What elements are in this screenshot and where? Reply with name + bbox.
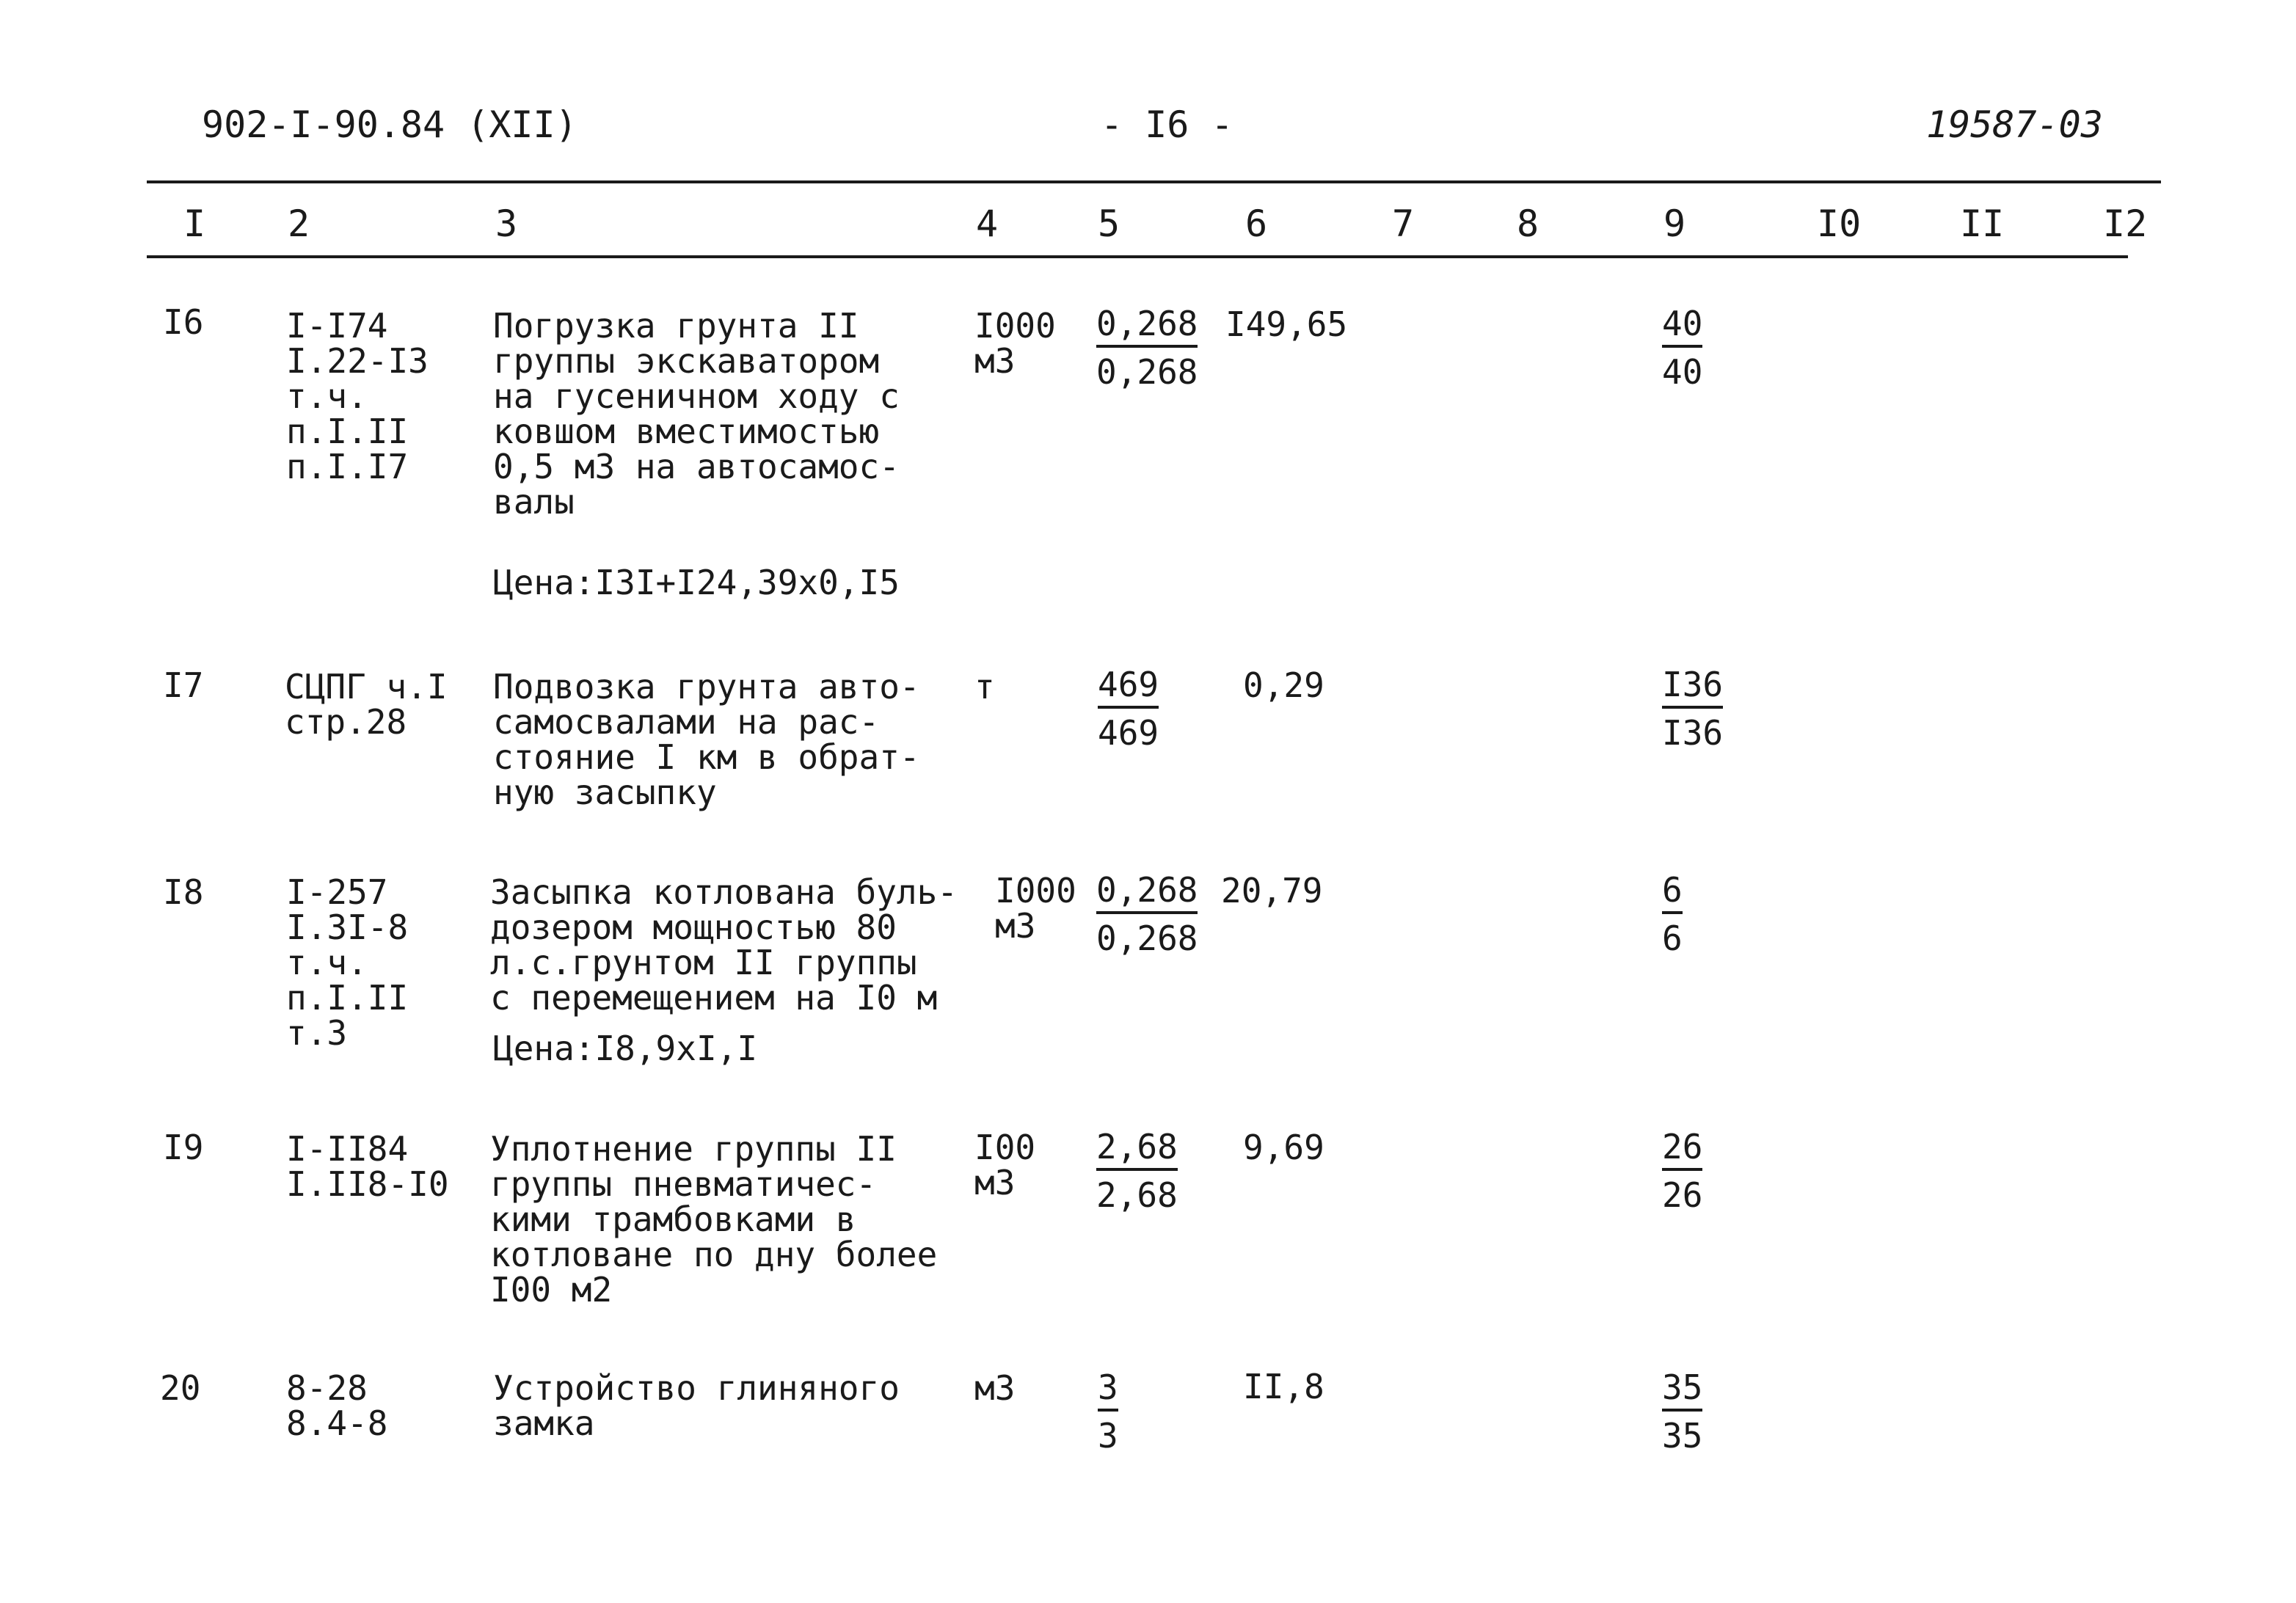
col9-bottom: 26 [1662, 1175, 1703, 1215]
column-number: 7 [1392, 202, 1415, 245]
quantity-bottom: 0,268 [1096, 352, 1198, 392]
work-description: Уплотнение группы II группы пневматичес- кими трамбовками в котловане по дну более I00 м2 [490, 1129, 938, 1310]
quantity-bottom: 0,268 [1096, 919, 1198, 958]
column-number: I [183, 202, 206, 245]
unit: т [974, 667, 995, 706]
col9-bottom: I36 [1662, 713, 1724, 753]
row-number: I9 [163, 1128, 204, 1167]
column-number: 6 [1245, 202, 1268, 245]
column-number: I2 [2103, 202, 2148, 245]
quantity-top: 2,68 [1096, 1130, 1178, 1171]
norm-code: I-257 I.3I-8 т.ч. п.I.II т.3 [286, 872, 409, 1053]
col9-top: I36 [1662, 668, 1723, 709]
unit-price: 0,29 [1243, 665, 1324, 705]
quantity-top: 0,268 [1096, 307, 1198, 348]
quantity-bottom: 469 [1098, 713, 1159, 753]
work-description: Засыпка котлована буль- дозером мощностью 80 л.с.грунтом II группы с перемещением на I0 м [490, 872, 958, 1018]
unit: м3 [974, 1368, 1016, 1408]
quantity-fraction [1096, 304, 1198, 392]
col9-bottom: 6 [1662, 919, 1683, 958]
price-note: Цена:I3I+I24,39x0,I5 [493, 563, 900, 602]
norm-code: I-II84 I.II8-I0 [286, 1129, 449, 1204]
norm-code: I-I74 I.22-I3 т.ч. п.I.II п.I.I7 [286, 306, 429, 486]
quantity-top: 469 [1098, 668, 1159, 709]
column-number: I0 [1817, 202, 1862, 245]
row-number: I6 [163, 302, 204, 342]
column-number: 2 [288, 202, 310, 245]
table-header-rule [147, 255, 2128, 258]
row-number: I7 [163, 665, 204, 705]
document-code: 902-I-90.84 (XII) [202, 103, 577, 146]
norm-code: СЦПГ ч.I стр.28 [285, 667, 448, 742]
quantity-top: 3 [1098, 1370, 1118, 1412]
col9-top: 40 [1662, 307, 1702, 348]
unit: I00 м3 [974, 1128, 1036, 1202]
column-number: 9 [1663, 202, 1686, 245]
col9-top: 6 [1662, 873, 1683, 914]
quantity-bottom: 2,68 [1096, 1175, 1178, 1215]
col9-fraction [1662, 870, 1683, 958]
col9-top: 26 [1662, 1130, 1702, 1171]
norm-code: 8-28 8.4-8 [286, 1368, 388, 1443]
unit: I000 м3 [974, 306, 1056, 381]
column-number: 5 [1098, 202, 1120, 245]
column-number: 4 [976, 202, 999, 245]
table-top-rule [147, 180, 2161, 183]
unit-price: II,8 [1243, 1367, 1324, 1406]
col9-fraction [1662, 304, 1703, 392]
quantity-fraction [1098, 1368, 1118, 1456]
work-description: Устройство глиняного замка [493, 1368, 900, 1443]
work-description: Погрузка грунта II группы экскаватором на гусеничном ходу с ковшом вместимостью 0,5 м3 на автосамос- валы [493, 306, 900, 522]
work-description: Подвозка грунта авто- самосвалами на рас- стояние I км в обрат- ную засыпку [493, 667, 920, 812]
quantity-fraction [1098, 665, 1159, 753]
page-number: - I6 - [1101, 103, 1233, 146]
row-number: I8 [163, 872, 204, 912]
col9-top: 35 [1662, 1370, 1702, 1412]
archive-number: 19587-03 [1926, 103, 2103, 146]
col9-fraction [1662, 1368, 1703, 1456]
column-number: 3 [495, 202, 518, 245]
unit-price: 9,69 [1243, 1128, 1324, 1167]
price-note: Цена:I8,9xI,I [493, 1029, 758, 1068]
col9-bottom: 35 [1662, 1416, 1703, 1456]
quantity-fraction [1096, 870, 1198, 958]
row-number: 20 [160, 1368, 201, 1408]
quantity-bottom: 3 [1098, 1416, 1118, 1456]
unit-price: I49,65 [1225, 304, 1348, 344]
unit-price: 20,79 [1221, 871, 1323, 910]
quantity-top: 0,268 [1096, 873, 1198, 914]
col9-fraction [1662, 665, 1724, 753]
column-number: II [1960, 202, 2005, 245]
column-number: 8 [1517, 202, 1539, 245]
unit: I000 м3 [995, 871, 1076, 946]
col9-bottom: 40 [1662, 352, 1703, 392]
quantity-fraction [1096, 1127, 1178, 1215]
col9-fraction [1662, 1127, 1703, 1215]
